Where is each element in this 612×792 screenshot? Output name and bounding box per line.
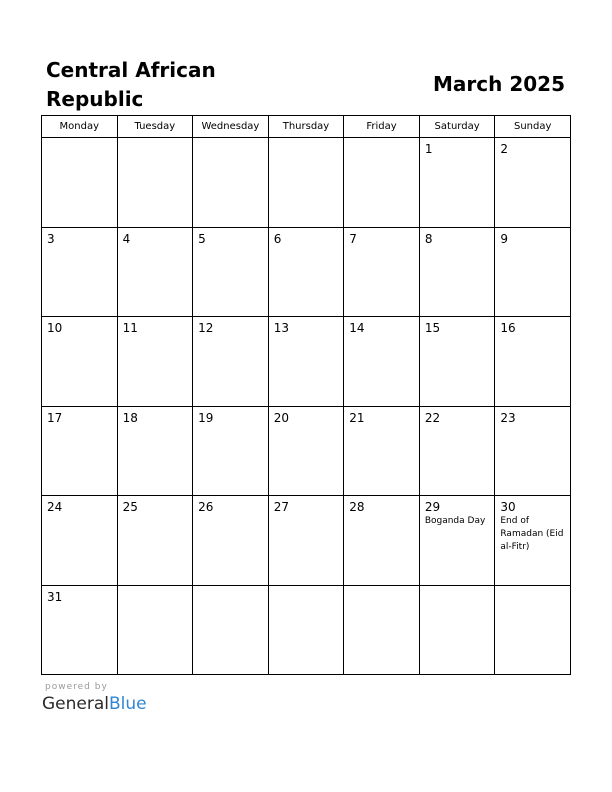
day-number: 29 bbox=[424, 500, 441, 514]
day-number: 27 bbox=[273, 500, 289, 514]
weekday-friday: Friday bbox=[344, 116, 420, 138]
day-number: 15 bbox=[424, 321, 441, 335]
day-number: 9 bbox=[500, 231, 509, 246]
day-cell bbox=[344, 406, 420, 496]
logo-text-blue: Blue bbox=[109, 694, 147, 714]
day-cell bbox=[42, 227, 118, 317]
day-number: 19 bbox=[198, 410, 214, 425]
day-cell bbox=[193, 138, 269, 228]
day-number: 20 bbox=[273, 410, 289, 425]
day-cell bbox=[419, 227, 495, 317]
day-number: 26 bbox=[198, 500, 214, 514]
day-number: 8 bbox=[424, 231, 433, 246]
country-title: Central African Republic bbox=[46, 58, 216, 111]
day-cell bbox=[193, 585, 269, 675]
day-cell bbox=[42, 496, 118, 586]
week-row bbox=[42, 406, 571, 496]
weekday-saturday: Saturday bbox=[419, 116, 495, 138]
calendar-grid bbox=[41, 115, 571, 675]
holiday-label: Boganda Day bbox=[424, 516, 486, 526]
day-cell bbox=[42, 317, 118, 407]
day-number: 25 bbox=[122, 500, 138, 514]
day-number: 31 bbox=[47, 589, 63, 604]
day-cell bbox=[495, 317, 571, 407]
day-cell bbox=[117, 496, 193, 586]
footer-branding bbox=[42, 682, 147, 715]
weekday-tuesday: Tuesday bbox=[117, 116, 193, 138]
day-cell bbox=[268, 227, 344, 317]
day-cell bbox=[344, 138, 420, 228]
day-cell bbox=[117, 227, 193, 317]
day-number: 18 bbox=[122, 410, 138, 425]
day-number: 21 bbox=[349, 410, 365, 425]
day-cell bbox=[419, 317, 495, 407]
weekday-thursday: Thursday bbox=[268, 116, 344, 138]
day-number: 14 bbox=[349, 321, 365, 335]
week-row bbox=[42, 585, 571, 675]
holiday-label: End of Ramadan (Eid al-Fitr) bbox=[500, 516, 564, 552]
weekday-monday: Monday bbox=[42, 116, 118, 138]
day-cell bbox=[495, 496, 571, 586]
day-cell bbox=[495, 585, 571, 675]
day-cell bbox=[117, 138, 193, 228]
day-cell bbox=[268, 496, 344, 586]
day-cell bbox=[268, 138, 344, 228]
day-cell bbox=[42, 406, 118, 496]
day-cell bbox=[268, 585, 344, 675]
day-cell bbox=[344, 227, 420, 317]
day-number: 10 bbox=[47, 321, 63, 335]
day-cell bbox=[419, 406, 495, 496]
day-number: 6 bbox=[273, 231, 282, 246]
day-number: 24 bbox=[47, 500, 63, 514]
day-cell bbox=[42, 585, 118, 675]
day-number: 3 bbox=[47, 231, 55, 246]
powered-by-text: powered by bbox=[45, 682, 108, 692]
month-title: March 2025 bbox=[433, 72, 565, 96]
day-cell bbox=[193, 227, 269, 317]
day-cell bbox=[419, 138, 495, 228]
day-cell bbox=[193, 317, 269, 407]
day-number: 11 bbox=[122, 321, 138, 335]
day-cell bbox=[117, 406, 193, 496]
day-number: 16 bbox=[500, 321, 516, 335]
day-number: 30 bbox=[500, 500, 516, 514]
day-number: 28 bbox=[349, 500, 365, 514]
day-number: 22 bbox=[424, 410, 441, 425]
day-cell bbox=[193, 496, 269, 586]
day-cell bbox=[344, 317, 420, 407]
day-number: 4 bbox=[122, 231, 131, 246]
day-number: 13 bbox=[273, 321, 289, 335]
day-cell bbox=[268, 317, 344, 407]
day-cell bbox=[419, 496, 495, 586]
day-cell bbox=[117, 317, 193, 407]
day-number: 17 bbox=[47, 410, 63, 425]
day-number: 2 bbox=[500, 142, 509, 156]
weekday-wednesday: Wednesday bbox=[193, 116, 269, 138]
day-number: 23 bbox=[500, 410, 516, 425]
day-cell bbox=[495, 227, 571, 317]
day-cell bbox=[193, 406, 269, 496]
day-cell bbox=[495, 138, 571, 228]
day-cell bbox=[42, 138, 118, 228]
day-number: 12 bbox=[198, 321, 214, 335]
day-number: 5 bbox=[198, 231, 206, 246]
week-row bbox=[42, 227, 571, 317]
day-cell bbox=[268, 406, 344, 496]
day-cell bbox=[344, 585, 420, 675]
week-row bbox=[42, 138, 571, 228]
weekday-header-row bbox=[42, 116, 571, 138]
week-row bbox=[42, 317, 571, 407]
logo-text-general: General bbox=[42, 694, 109, 714]
day-cell bbox=[117, 585, 193, 675]
weekday-sunday: Sunday bbox=[495, 116, 571, 138]
day-cell bbox=[419, 585, 495, 675]
day-cell bbox=[344, 496, 420, 586]
day-cell bbox=[495, 406, 571, 496]
week-row bbox=[42, 496, 571, 586]
day-number: 7 bbox=[349, 231, 357, 246]
generalblue-logo[interactable] bbox=[42, 693, 147, 715]
day-number: 1 bbox=[424, 142, 433, 156]
